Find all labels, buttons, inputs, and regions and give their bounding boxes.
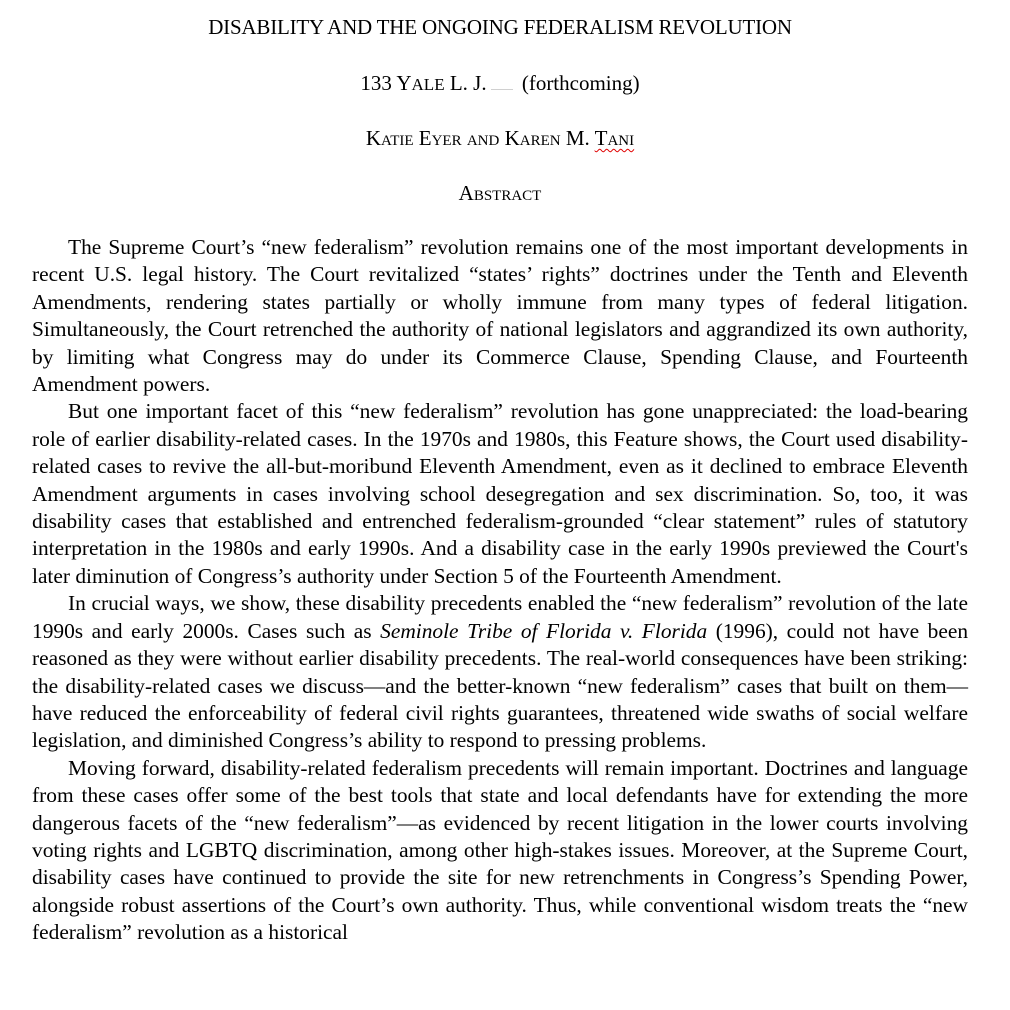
abstract-paragraph-3 [32, 590, 968, 754]
paragraph-text: (1996), could not have been reasoned as they were without earlier disability precedents. The real-world consequences have been striking: the disability-related cases we discuss—and the better-known “new federalism” cases that built on them—have reduced the enforceability of federal civil rights guarantees, threatened wide swaths of social welfare legislation, and diminished Congress’s ability to respond to pressing problems. [32, 618, 969, 753]
case-name-italic: Seminole Tribe of Florida v. Florida [380, 618, 708, 643]
abstract-paragraph-2: But one important facet of this “new federalism” revolution has gone unappreciated: the load-bearing role of earlier disability-related cases. In the 1970s and 1980s, this Feature shows, the Court used disability-related cases to revive the all-but-moribund Eleventh Amendment, even as it declined to embrace Eleventh Amendment arguments in cases involving school desegregation and sex discrimination. So, too, it was disability cases that established and entrenched federalism-grounded “clear statement” rules of statutory interpretation in the 1980s and early 1990s. And a disability case in the early 1990s previewed the Court's later diminution of Congress’s authority under Section 5 of the Fourteenth Amendment. [32, 399, 968, 588]
citation-journal: YALE L. J. [396, 71, 487, 95]
abstract-heading: Abstract [458, 181, 542, 205]
abstract-paragraph-4: Moving forward, disability-related federalism precedents will remain important. Doctrines and language from these cases offer some of the best tools that state and local defendants have for extending the more dangerous facets of the “new federalism”—as evidenced by recent litigation in the lower courts involving voting rights and LGBTQ discrimination, among other high-stakes issues. Moreover, at the Supreme Court, disability cases have continued to provide the site for new retrenchments in Congress’s Spending Power, alongside robust assertions of the Court’s own authority. Thus, while conventional wisdom treats the “new federalism” revolution as a historical [32, 755, 968, 945]
citation-line [0, 70, 1000, 98]
spellcheck-flagged-word[interactable]: Tani [594, 126, 635, 150]
citation-status: (forthcoming) [521, 71, 640, 95]
citation-page-blank [491, 71, 513, 90]
abstract-body [32, 234, 968, 947]
authors-line [0, 125, 1000, 151]
document-title: DISABILITY AND THE ONGOING FEDERALISM REVOLUTION [208, 15, 792, 39]
authors-names: Katie Eyer and Karen M. [365, 126, 595, 150]
paragraph-text: In crucial ways, we show, these disability precedents enabled the “new federalism” revolution of the late 1990s and early 2000s. Cases such as [32, 591, 968, 643]
citation-volume: 133 [360, 71, 392, 95]
abstract-paragraph-1: The Supreme Court’s “new federalism” revolution remains one of the most important developments in recent U.S. legal history. The Court revitalized “states’ rights” doctrines under the Tenth and Eleventh Amendments, rendering states partially or wholly immune from many types of federal litigation. Simultaneously, the Court retrenched the authority of national legislators and aggrandized its own authority, by limiting what Congress may do under its Commerce Clause, Spending Clause, and Fourteenth Amendment powers. [32, 235, 968, 397]
